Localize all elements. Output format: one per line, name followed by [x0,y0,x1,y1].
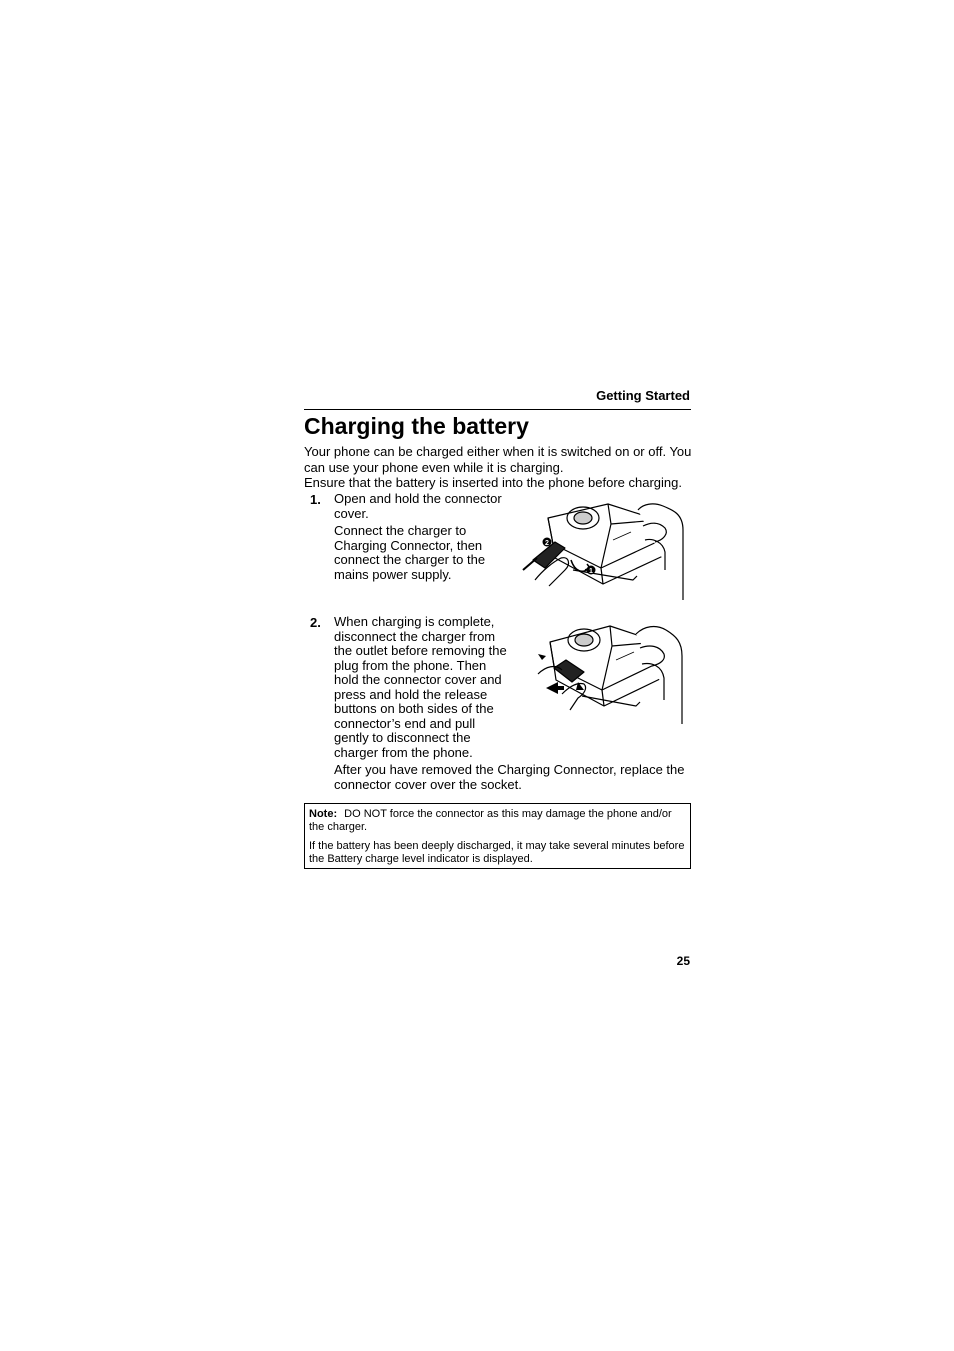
step-2-paragraph-2: After you have removed the Charging Connector, replace the connector cover over the socket. [334,762,685,792]
note-extra: If the battery has been deeply discharged, it may take several minutes before the Battery charge level indicator is displayed. [309,840,685,865]
svg-text:1: 1 [589,568,593,575]
note-text: DO NOT force the connector as this may damage the phone and/or the charger. [309,808,672,833]
step-1-paragraph-2: Connect the charger to Charging Connector, then connect the charger to the mains power supply. [334,523,486,582]
phone-charger-disconnect-illustration [532,620,692,728]
step-2-text [334,615,510,760]
step-1-text [334,492,504,582]
step-number-1: 1. [310,492,321,507]
note-box [304,803,691,869]
step-1-paragraph-1: Open and hold the connector cover. [334,491,502,521]
step-2-followup [334,763,689,792]
header-rule [304,409,691,410]
phone-charger-connect-illustration [513,500,693,608]
note-label: Note: [309,808,338,820]
intro-paragraph-1: Your phone can be charged either when it is switched on or off. You can use your phone even while it is charging. [304,444,692,475]
intro-paragraph-2: Ensure that the battery is inserted into the phone before charging. [304,475,682,490]
step-number-2: 2. [310,615,321,630]
note-paragraph [305,804,690,834]
page-title: Charging the battery [304,413,529,439]
section-header: Getting Started [596,388,690,403]
step-2-paragraph-1: When charging is complete, disconnect the charger from the outlet before removing the plug from the phone. Then hold the connector cover and press and hold the release buttons on both sides of the connector’s end and pull gently to disconnect the charger from the phone. [334,614,507,760]
intro-text [304,444,694,491]
page-number: 25 [676,954,690,968]
svg-text:2: 2 [545,540,549,547]
